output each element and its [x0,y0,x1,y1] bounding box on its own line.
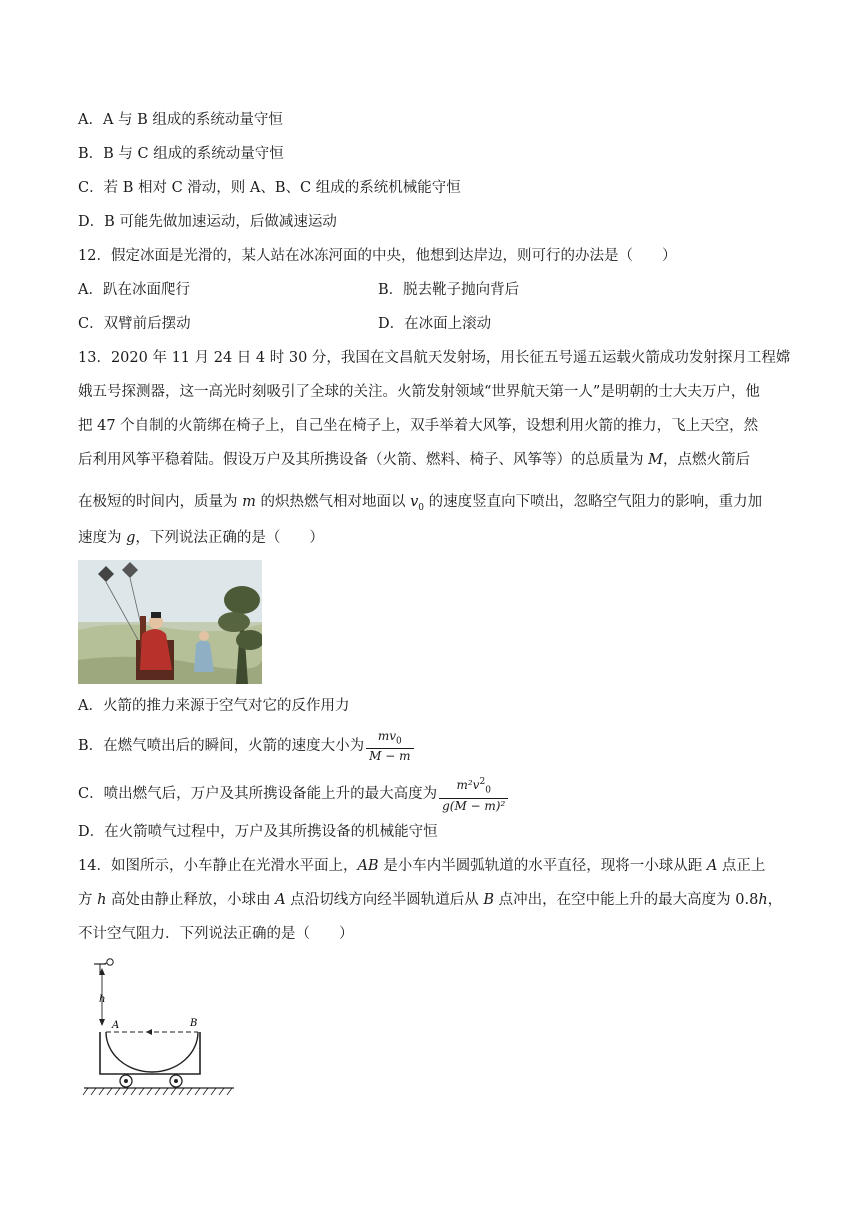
label-h: h [99,994,106,1005]
q12-option-b: B．脱去靴子抛向背后 [378,282,520,298]
q14-text: 点正上 [717,858,766,874]
q13-stem-line5 [78,492,762,518]
q13-stem-line3: 把 47 个自制的火箭绑在椅子上，自己坐在椅子上，双手举着大风筝，设想利用火箭的推力，飞上天空，然 [78,418,759,434]
fraction-denominator: M − m [369,749,411,764]
q12-option-d: D．在冰面上滚动 [378,316,492,332]
q11-option-b: B．B 与 C 组成的系统动量守恒 [78,146,284,162]
q13-option-a: A．火箭的推力来源于空气对它的反作用力 [78,698,350,714]
var-AB: AB [357,858,379,874]
q14-text: ， [767,892,783,908]
q11-option-a: A．A 与 B 组成的系统动量守恒 [78,112,283,128]
q12-option-a: A．趴在冰面爬行 [78,282,190,298]
label-a: A [112,1020,120,1031]
subscript: 0 [396,736,402,747]
q13-text: ，下列说法正确的是（ ） [135,530,324,546]
q13-stem-line4 [78,450,750,470]
q11-option-d: D．B 可能先做加速运动，后做减速运动 [78,214,337,230]
q12-stem: 12．假定冰面是光滑的，某人站在冰冻河面的中央，他想到达岸边，则可行的办法是（ ） [78,248,677,264]
q13-option-c-text: C．喷出燃气后，万户及其所携设备能上升的最大高度为 [78,786,438,802]
var-A: A [275,892,286,908]
q14-text: 高处由静止释放，小球由 [106,892,276,908]
q13-option-b-text: B．在燃气喷出后的瞬间，火箭的速度大小为 [78,738,365,754]
fraction-height [439,775,508,812]
q14-stem-line3: 不计空气阻力．下列说法正确的是（ ） [78,926,354,942]
var-A: A [706,858,718,874]
q13-stem-line2: 娥五号探测器，这一高光时刻吸引了全球的关注。火箭发射领域“世界航天第一人”是明朝的士大夫万户，他 [78,384,760,400]
fraction-denominator: g(M − m)² [442,798,506,813]
q12-option-c: C．双臂前后摆动 [78,316,191,332]
q14-text: 点冲出，在空中能上升的最大高度为 0.8 [494,892,759,908]
fraction-numerator: mv [377,728,397,743]
subscript: 0 [418,502,425,513]
q13-text: 速度为 [78,530,127,546]
q13-text: 的炽热燃气相对地面以 [255,494,411,510]
q13-option-c [78,774,508,814]
var-m: m [242,494,256,510]
var-M: M [648,452,663,468]
q13-option-d: D．在火箭喷气过程中，万户及其所携设备的机械能守恒 [78,824,438,840]
subscript: 0 [485,785,491,796]
var-h: h [758,892,768,908]
superscript: 2 [479,777,486,788]
var-h: h [97,892,107,908]
q14-text: 是小车内半圆弧轨道的水平直径，现将一小球从距 [378,858,707,874]
q14-text: 方 [78,892,98,908]
q13-stem-line1: 13．2020 年 11 月 24 日 4 时 30 分，我国在文昌航天发射场，用长征五号遥五运载火箭成功发射探月工程嫦 [78,350,791,366]
fraction-numerator: m²v [456,778,480,793]
wan-hu-illustration [78,560,262,684]
q13-stem-line6 [78,528,324,548]
q13-text: 在极短的时间内，质量为 [78,494,243,510]
q14-text: 点沿切线方向经半圆轨道后从 [285,892,484,908]
q14-stem-line1 [78,856,765,876]
var-g: g [126,530,136,546]
cart-track-diagram [80,950,240,1100]
q13-text: ，点燃火箭后 [662,452,750,468]
q13-text: 的速度竖直向下喷出，忽略空气阻力的影响，重力加 [424,494,763,510]
fraction-velocity [366,729,413,763]
label-b: B [190,1018,198,1029]
var-B: B [483,892,495,908]
q14-text: 14．如图所示，小车静止在光滑水平面上， [78,858,358,874]
q13-option-b [78,728,414,764]
q11-option-c: C．若 B 相对 C 滑动，则 A、B、C 组成的系统机械能守恒 [78,180,461,196]
q13-text: 后利用风筝平稳着陆。假设万户及其所携设备（火箭、燃料、椅子、风筝等）的总质量为 [78,452,649,468]
var-v: v [410,494,419,510]
q14-stem-line2 [78,890,782,910]
